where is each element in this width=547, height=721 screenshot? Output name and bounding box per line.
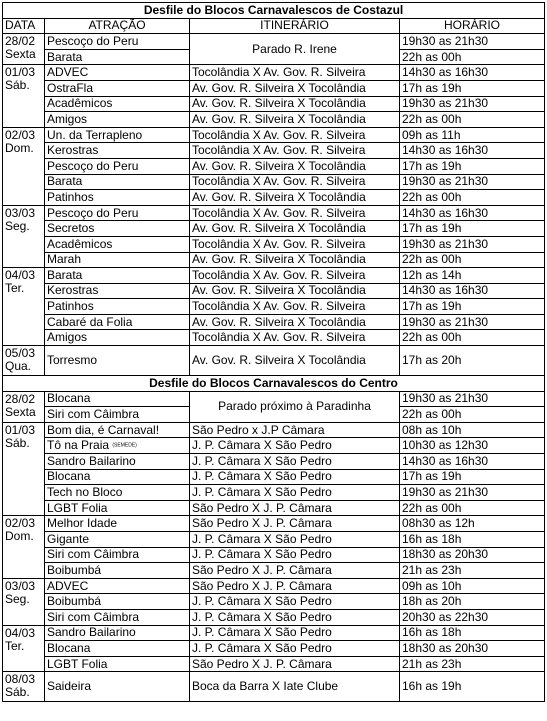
date-value: 03/03 [5,205,36,220]
itinerary-cell: Av. Gov. R. Silveira X Tocolândia [190,112,400,128]
attraction-cell [45,65,190,81]
attraction-name: Pescoço do Peru [47,158,139,173]
attraction-cell [45,672,190,702]
date-cell [3,391,45,422]
table-row [3,516,545,532]
itinerary-cell: Av. Gov. R. Silveira X Tocolândia [190,158,400,174]
itinerary-cell: Av. Gov. R. Silveira X Tocolândia [190,80,400,96]
attraction-cell [45,656,190,672]
attraction-cell [45,485,190,501]
itinerary-cell: Boca da Barra X Iate Clube [190,672,400,702]
attraction-name: Blocana [47,391,91,406]
attraction-cell [45,438,190,454]
table-row [3,422,545,438]
attraction-name: Tech no Bloco [47,485,123,500]
table-row [3,454,545,470]
attraction-name: Tô na Praia [47,438,110,453]
table-row [3,299,545,315]
attraction-name: Torresmo [47,353,98,368]
time-cell: 16h as 18h [400,532,545,548]
itinerary-header: ITINERÁRIO [190,18,400,34]
attraction-name: Kerostras [47,283,99,298]
itinerary-cell: J. P. Câmara X São Pedro [190,547,400,563]
table-row [3,80,545,96]
itinerary-cell: São Pedro X J. P. Câmara [190,563,400,579]
date-value: 04/03 [5,625,36,640]
table-row [3,236,545,252]
weekday-label: Sáb. [5,685,30,700]
table-row [3,532,545,548]
date-cell [3,65,45,127]
table-row [3,578,545,594]
attraction-name: Gigante [47,531,90,546]
attraction-name: Saideira [47,679,92,694]
time-cell: 17h as 19h [400,221,545,237]
time-cell: 14h30 as 16h30 [400,143,545,159]
date-header: DATA [3,18,45,34]
attraction-cell [45,594,190,610]
attraction-cell [45,112,190,128]
table-row [3,96,545,112]
date-cell [3,672,45,702]
attraction-name: Patinhos [47,189,94,204]
time-cell: 22h as 00h [400,500,545,516]
time-cell: 14h30 as 16h30 [400,65,545,81]
column-header-row [3,18,545,34]
attraction-name: Cabaré da Folia [47,314,133,329]
itinerary-cell: Tocolândia X Av. Gov. R. Silveira [190,127,400,143]
attraction-name: Un. da Terrapleno [47,127,143,142]
itinerary-cell: J. P. Câmara X São Pedro [190,438,400,454]
itinerary-cell: Av. Gov. R. Silveira X Tocolândia [190,314,400,330]
attraction-cell [45,422,190,438]
time-cell: 19h30 as 21h30 [400,314,545,330]
attraction-cell [45,563,190,579]
time-cell: 17h as 19h [400,299,545,315]
table-row [3,672,545,702]
attraction-name: ADVEC [47,578,89,593]
attraction-cell [45,174,190,190]
table-row [3,65,545,81]
table-row [3,252,545,268]
time-cell: 14h30 as 16h30 [400,283,545,299]
attraction-cell [45,330,190,346]
attraction-name: ADVEC [47,65,89,80]
time-cell: 22h as 00h [400,190,545,206]
date-cell [3,205,45,267]
time-cell: 08h30 as 12h [400,516,545,532]
attraction-cell [45,454,190,470]
table-row [3,641,545,657]
attraction-name: OstraFla [47,80,94,95]
time-cell: 19h30 as 21h30 [400,96,545,112]
time-cell: 19h30 as 21h30 [400,391,545,407]
itinerary-cell: Parado próximo à Paradinha [190,391,400,422]
attraction-cell [45,500,190,516]
time-cell: 12h as 14h [400,268,545,284]
table-row [3,563,545,579]
itinerary-cell: Av. Gov. R. Silveira X Tocolândia [190,346,400,376]
section-title-row [3,3,545,19]
itinerary-cell: São Pedro X J. P. Câmara [190,516,400,532]
itinerary-cell: J. P. Câmara X São Pedro [190,594,400,610]
attraction-cell [45,34,190,50]
attraction-name: Blocana [47,640,91,655]
itinerary-cell: J. P. Câmara X São Pedro [190,641,400,657]
attraction-name: Barata [47,49,83,64]
attraction-cell [45,532,190,548]
table-row [3,438,545,454]
itinerary-cell: Tocolândia X Av. Gov. R. Silveira [190,268,400,284]
time-cell: 19h30 as 21h30 [400,485,545,501]
attraction-cell [45,80,190,96]
schedule-sheet [2,2,544,702]
time-cell: 14h30 as 16h30 [400,454,545,470]
attraction-name: Sandro Bailarino [47,453,136,468]
weekday-label: Ter. [5,638,25,653]
table-row [3,469,545,485]
table-row [3,268,545,284]
attraction-cell [45,283,190,299]
attraction-cell [45,299,190,315]
attraction-name: Pescoço do Peru [47,33,139,48]
attraction-cell [45,625,190,641]
date-value: 03/03 [5,578,36,593]
time-cell: 10h30 as 12h30 [400,438,545,454]
attraction-name: Boibumbá [47,594,102,609]
time-cell: 21h as 23h [400,656,545,672]
date-value: 01/03 [5,422,36,437]
attraction-name: Siri com Câimbra [47,547,140,562]
attraction-cell [45,469,190,485]
table-row [3,330,545,346]
attraction-name: Kerostras [47,143,99,158]
attraction-cell [45,158,190,174]
attraction-name: Secretos [47,221,95,236]
itinerary-cell: Tocolândia X Av. Gov. R. Silveira [190,330,400,346]
attraction-cell [45,314,190,330]
itinerary-cell: Av. Gov. R. Silveira X Tocolândia [190,283,400,299]
time-cell: 09h as 11h [400,127,545,143]
attraction-note: (SEMEDE) [112,442,137,449]
time-cell: 22h as 00h [400,330,545,346]
date-cell [3,516,45,578]
itinerary-cell: Tocolândia X Av. Gov. R. Silveira [190,65,400,81]
weekday-label: Sáb. [5,435,30,450]
itinerary-cell: São Pedro X J. P. Câmara [190,656,400,672]
section-title: Desfile do Blocos Carnavalescos do Centro [3,376,545,392]
attraction-name: Siri com Câimbra [47,609,140,624]
date-cell [3,268,45,346]
itinerary-cell: Av. Gov. R. Silveira X Tocolândia [190,190,400,206]
attraction-cell [45,127,190,143]
attraction-name: Amigos [47,111,88,126]
date-cell [3,625,45,672]
table-row [3,391,545,407]
date-cell [3,578,45,625]
attraction-name: Patinhos [47,299,94,314]
attraction-cell [45,516,190,532]
weekday-label: Qua. [5,359,32,374]
time-cell: 20h30 as 22h30 [400,609,545,625]
time-cell: 16h as 18h [400,625,545,641]
weekday-label: Dom. [5,140,34,155]
table-row [3,143,545,159]
itinerary-cell: Tocolândia X Av. Gov. R. Silveira [190,205,400,221]
time-cell: 22h as 00h [400,49,545,65]
date-value: 05/03 [5,346,36,361]
table-row [3,283,545,299]
itinerary-cell: Parado R. Irene [190,34,400,65]
table-row [3,547,545,563]
time-cell: 17h as 19h [400,80,545,96]
attraction-name: Pescoço do Peru [47,205,139,220]
attraction-name: Amigos [47,330,88,345]
attraction-cell [45,578,190,594]
attraction-cell [45,252,190,268]
date-value: 02/03 [5,127,36,142]
table-row [3,127,545,143]
attraction-cell [45,641,190,657]
time-cell: 22h as 00h [400,252,545,268]
itinerary-cell: J. P. Câmara X São Pedro [190,625,400,641]
itinerary-cell: J. P. Câmara X São Pedro [190,532,400,548]
weekday-label: Sexta [5,404,36,419]
table-row [3,34,545,50]
time-cell: 18h as 20h [400,594,545,610]
table-row [3,205,545,221]
attraction-cell [45,346,190,376]
attraction-name: LGBT Folia [47,656,108,671]
table-row [3,190,545,206]
attraction-cell [45,547,190,563]
weekday-label: Sáb. [5,78,30,93]
schedule-body [3,3,545,702]
date-cell [3,127,45,205]
date-value: 01/03 [5,65,36,80]
table-row [3,221,545,237]
itinerary-cell: Tocolândia X Av. Gov. R. Silveira [190,299,400,315]
table-row [3,609,545,625]
time-cell: 17h as 19h [400,469,545,485]
section-title: Desfile do Blocos Carnavalescos de Costazul [3,3,545,19]
table-row [3,346,545,376]
attraction-name: LGBT Folia [47,500,108,515]
time-cell: 16h as 19h [400,672,545,702]
attraction-name: Melhor Idade [47,516,118,531]
attraction-name: Acadêmicos [47,236,113,251]
attraction-name: Barata [47,267,83,282]
attraction-cell [45,236,190,252]
table-row [3,500,545,516]
table-row [3,594,545,610]
attraction-cell [45,609,190,625]
attraction-name: Blocana [47,469,91,484]
itinerary-cell: Tocolândia X Av. Gov. R. Silveira [190,174,400,190]
time-cell: 18h30 as 20h30 [400,547,545,563]
schedule-table [2,2,545,702]
table-row [3,314,545,330]
itinerary-cell: J. P. Câmara X São Pedro [190,609,400,625]
table-row [3,625,545,641]
date-value: 28/02 [5,391,36,406]
attraction-name: Siri com Câimbra [47,407,140,422]
attraction-cell [45,391,190,407]
attraction-cell [45,268,190,284]
itinerary-cell: J. P. Câmara X São Pedro [190,454,400,470]
date-value: 04/03 [5,268,36,283]
weekday-label: Sexta [5,47,36,62]
itinerary-cell: Tocolândia X Av. Gov. R. Silveira [190,236,400,252]
attraction-header: ATRAÇÃO [45,18,190,34]
attraction-cell [45,190,190,206]
weekday-label: Seg. [5,591,30,606]
attraction-cell [45,205,190,221]
itinerary-cell: Av. Gov. R. Silveira X Tocolândia [190,221,400,237]
weekday-label: Seg. [5,218,30,233]
date-cell [3,422,45,516]
time-cell: 09h as 10h [400,578,545,594]
time-cell: 19h30 as 21h30 [400,34,545,50]
time-cell: 18h30 as 20h30 [400,641,545,657]
itinerary-cell: Tocolândia X Av. Gov. R. Silveira [190,143,400,159]
attraction-name: Acadêmicos [47,96,113,111]
attraction-cell [45,143,190,159]
itinerary-cell: São Pedro X J. P. Câmara [190,500,400,516]
attraction-name: Bom dia, é Carnaval! [47,422,160,437]
attraction-name: Barata [47,174,83,189]
attraction-cell [45,49,190,65]
attraction-cell [45,221,190,237]
attraction-name: Sandro Bailarino [47,625,136,640]
time-cell: 22h as 00h [400,407,545,423]
section-title-row [3,376,545,392]
attraction-name: Boibumbá [47,562,102,577]
itinerary-cell: São Pedro X J. P. Câmara [190,578,400,594]
weekday-label: Ter. [5,281,25,296]
time-cell: 08h as 10h [400,422,545,438]
attraction-name: Marah [47,252,82,267]
time-cell: 14h30 as 16h30 [400,205,545,221]
date-value: 28/02 [5,34,36,49]
table-row [3,656,545,672]
itinerary-cell: J. P. Câmara X São Pedro [190,469,400,485]
table-row [3,485,545,501]
table-row [3,112,545,128]
time-header: HORÁRIO [400,18,545,34]
itinerary-cell: Av. Gov. R. Silveira X Tocolândia [190,96,400,112]
time-cell: 17h as 20h [400,346,545,376]
time-cell: 19h30 as 21h30 [400,236,545,252]
time-cell: 19h30 as 21h30 [400,174,545,190]
itinerary-cell: Av. Gov. R. Silveira X Tocolândia [190,252,400,268]
attraction-cell [45,96,190,112]
time-cell: 21h as 23h [400,563,545,579]
table-row [3,174,545,190]
date-cell [3,34,45,65]
date-value: 08/03 [5,672,36,687]
itinerary-cell: São Pedro x J.P Câmara [190,422,400,438]
time-cell: 22h as 00h [400,112,545,128]
attraction-cell [45,407,190,423]
time-cell: 17h as 19h [400,158,545,174]
date-cell [3,346,45,376]
date-value: 02/03 [5,516,36,531]
table-row [3,158,545,174]
itinerary-cell: J. P. Câmara X São Pedro [190,485,400,501]
weekday-label: Dom. [5,529,34,544]
